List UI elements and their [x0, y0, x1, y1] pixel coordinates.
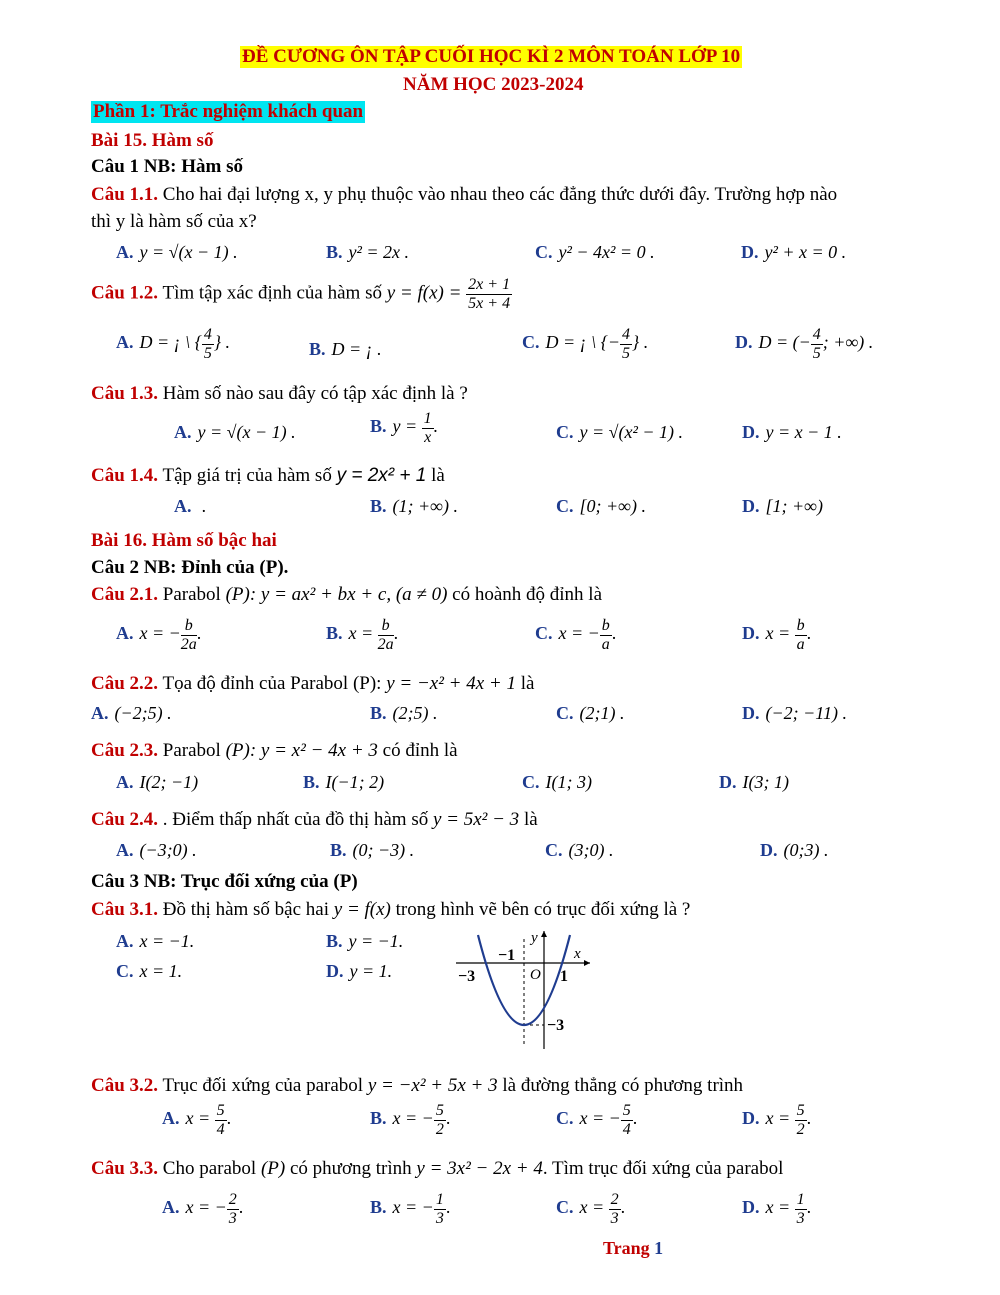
option-d[interactable]: D. x = $\frac{1}{3}$ . — [742, 1191, 812, 1227]
question-1-4 — [91, 465, 445, 487]
function-expr: y = −x² + 5x + 3 — [367, 1075, 498, 1096]
question-tail: có đỉnh là — [382, 740, 458, 761]
question-tail: trong hình vẽ bên có trục đối xứng là ? — [395, 899, 691, 920]
option-d[interactable]: D. [1; +∞) — [742, 496, 823, 516]
option-label: A. — [174, 422, 192, 442]
option-d[interactable]: D. y = x − 1 . — [742, 422, 842, 442]
option-label: B. — [370, 1197, 387, 1218]
option-c[interactable]: C. (2;1) . — [556, 703, 625, 723]
option-b[interactable]: B. I(−1; 2) — [303, 772, 385, 792]
question-label: Câu 3.2. — [91, 1075, 159, 1096]
parabola-graph — [450, 925, 600, 1053]
option-label: D. — [742, 1108, 760, 1129]
option-label: A. — [116, 772, 134, 792]
question-label: Câu 3.3. — [91, 1158, 159, 1179]
option-label: C. — [556, 496, 574, 516]
question-text: Tập giá trị của hàm số — [162, 465, 332, 486]
question-text: Tìm tập xác định của hàm số — [162, 282, 382, 304]
fraction: $\frac{b}{a}$ — [796, 617, 805, 653]
option-text: y² = 2x . — [348, 242, 410, 262]
option-label: C. — [535, 242, 553, 262]
function-expr: (P): y = ax² + bx + c, (a ≠ 0) — [225, 584, 448, 605]
option-label: C. — [556, 1108, 574, 1129]
option-label: D. — [735, 332, 753, 353]
option-a[interactable]: A. D = ¡ \ { $\frac{4}{5}$ } . — [116, 326, 231, 362]
option-label: A. — [91, 703, 109, 723]
question-2-1 — [91, 584, 602, 606]
question-1-3 — [91, 383, 468, 405]
option-label: D. — [741, 242, 759, 262]
fraction: $\frac{5}{4}$ — [622, 1102, 631, 1138]
school-year: NĂM HỌC 2023-2024 — [403, 74, 584, 95]
fraction: $\frac{2x + 1}{5x + 4}$ — [468, 276, 511, 312]
option-label: D. — [742, 623, 760, 644]
option-label: A. — [162, 1108, 180, 1129]
option-label: D. — [719, 772, 737, 792]
question-text: Hàm số nào sau đây có tập xác định là ? — [162, 383, 468, 404]
fraction: $\frac{5}{2}$ — [796, 1102, 805, 1138]
option-label: C. — [556, 703, 574, 723]
fraction: $\frac{2}{3}$ — [228, 1191, 237, 1227]
option-label: B. — [370, 416, 387, 437]
question-label: Câu 1.4. — [91, 465, 159, 486]
option-text: y² + x = 0 . — [764, 242, 847, 262]
fraction: $\frac{b}{2a}$ — [180, 617, 197, 653]
option-label: B. — [309, 339, 326, 359]
question-label: Câu 2.4. — [91, 809, 159, 830]
option-b[interactable]: B. y = −1. — [326, 931, 404, 951]
option-label: C. — [545, 840, 563, 860]
question-1-1 — [91, 184, 837, 206]
option-label: B. — [326, 242, 343, 262]
option-label: A. — [116, 242, 134, 262]
x-axis-arrow — [584, 960, 590, 966]
fraction: $\frac{b}{a}$ — [601, 617, 610, 653]
group-2-heading: Câu 2 NB: Đỉnh của (P). — [91, 557, 289, 578]
option-label: D. — [742, 703, 760, 723]
option-label: A. — [162, 1197, 180, 1218]
option-c[interactable]: C. x = $\frac{2}{3}$ . — [556, 1191, 626, 1227]
fraction: $\frac{2}{3}$ — [610, 1191, 619, 1227]
option-d[interactable]: D. (0;3) . — [760, 840, 829, 860]
question-text: Parabol — [162, 584, 221, 605]
option-b[interactable]: B. x = − $\frac{1}{3}$ . — [370, 1191, 451, 1227]
part-heading: Phần 1: Trắc nghiệm khách quan — [93, 101, 364, 122]
option-a[interactable]: A. x = −1. — [116, 931, 195, 951]
function-expr: y = f(x) — [333, 899, 391, 920]
question-1-2 — [91, 276, 512, 312]
option-a[interactable]: A. (−3;0) . — [116, 840, 197, 860]
label-1: 1 — [560, 968, 568, 985]
option-b[interactable]: B. (2;5) . — [370, 703, 438, 723]
fraction: $\frac{b}{2a}$ — [377, 617, 394, 653]
option-label: B. — [326, 931, 343, 951]
option-label: B. — [370, 1108, 387, 1129]
x-axis-label: x — [574, 946, 581, 962]
option-label: D. — [760, 840, 778, 860]
question-2-4 — [91, 809, 538, 831]
option-label: A. — [116, 332, 134, 353]
option-label: A. — [116, 623, 134, 644]
option-a[interactable]: A. (−2;5) . — [91, 703, 172, 723]
option-label: B. — [370, 703, 387, 723]
option-label: D. — [742, 422, 760, 442]
question-tail: . Tìm trục đối xứng của parabol — [542, 1158, 784, 1179]
option-c[interactable]: C. x = − $\frac{5}{4}$ . — [556, 1102, 638, 1138]
question-text: Trục đối xứng của parabol — [162, 1075, 364, 1096]
option-b[interactable] — [326, 242, 409, 263]
question-2-3 — [91, 740, 458, 762]
question-text: Đồ thị hàm số bậc hai — [162, 899, 330, 920]
option-label: A. — [116, 931, 134, 951]
question-3-2 — [91, 1075, 743, 1097]
option-label: C. — [522, 772, 540, 792]
option-a[interactable]: A. x = − $\frac{b}{2a}$ . — [116, 617, 202, 653]
option-d[interactable]: D. (−2; −11) . — [742, 703, 847, 723]
fraction: $\frac{4}{5}$ — [622, 326, 630, 362]
question-tail: là — [523, 809, 538, 830]
option-label: B. — [326, 623, 343, 644]
fraction: $\frac{1}{3}$ — [796, 1191, 805, 1227]
question-label: Câu 1.2. — [91, 282, 159, 304]
option-label: D. — [742, 1197, 760, 1218]
option-b[interactable]: B. (1; +∞) . — [370, 496, 458, 516]
question-tail: là đường thẳng có phương trình — [502, 1075, 744, 1096]
option-d[interactable]: D. x = $\frac{b}{a}$ . — [742, 617, 812, 653]
question-3-3 — [91, 1158, 783, 1180]
question-text: Cho parabol — [162, 1158, 257, 1179]
option-c[interactable]: C. I(1; 3) — [522, 772, 592, 792]
option-a[interactable]: A. I(2; −1) — [116, 772, 199, 792]
option-c[interactable]: C. D = ¡ \ {− $\frac{4}{5}$ } . — [522, 326, 649, 362]
option-b[interactable]: B. x = − $\frac{5}{2}$ . — [370, 1102, 451, 1138]
option-label: C. — [522, 332, 540, 353]
fraction: $\frac{4}{5}$ — [812, 326, 821, 362]
option-label: B. — [303, 772, 320, 792]
fraction: $\frac{5}{2}$ — [435, 1102, 444, 1138]
function-expr: y = 2x² + 1 — [336, 465, 427, 486]
option-c[interactable]: C. y = √(x² − 1) . — [556, 422, 684, 442]
y-axis-arrow — [541, 931, 547, 937]
option-c[interactable] — [535, 242, 655, 263]
option-d[interactable]: D. y = 1. — [326, 961, 393, 981]
question-3-1 — [91, 899, 690, 921]
option-d[interactable] — [741, 242, 846, 263]
question-label: Câu 2.1. — [91, 584, 159, 605]
fraction: $\frac{1}{3}$ — [435, 1191, 444, 1227]
option-text: y² − 4x² = 0 . — [558, 242, 655, 262]
fraction: $\frac{1}{x}$ — [423, 410, 432, 446]
question-label: Câu 2.3. — [91, 740, 159, 761]
option-a[interactable]: A. x = $\frac{5}{4}$ . — [162, 1102, 232, 1138]
option-b[interactable]: B. D = ¡ . — [309, 339, 382, 359]
function-expr: y = 3x² − 2x + 4 — [416, 1158, 543, 1179]
parabola-name: (P) — [260, 1158, 286, 1179]
question-label: Câu 2.2. — [91, 673, 159, 694]
question-1-1-cont: thì y là hàm số của x? — [91, 211, 257, 232]
option-a[interactable] — [116, 242, 238, 263]
label-minus-1: −1 — [498, 947, 516, 964]
question-label: Câu 1.3. — [91, 383, 159, 404]
y-axis-label: y — [531, 930, 538, 946]
question-text: Cho hai đại lượng x, y phụ thuộc vào nhau theo các đẳng thức dưới đây. Trường hợp nào — [162, 184, 838, 205]
function-expr: y = −x² + 4x + 1 — [386, 673, 516, 694]
question-mid: có phương trình — [289, 1158, 412, 1179]
function-expr: y = 5x² − 3 — [432, 809, 520, 830]
label-minus-3-y: −3 — [547, 1017, 565, 1034]
option-b[interactable]: B. y = $\frac{1}{x}$ . — [370, 410, 439, 446]
option-label: C. — [116, 961, 134, 981]
option-c[interactable]: C. (3;0) . — [545, 840, 614, 860]
group-1-heading: Câu 1 NB: Hàm số — [91, 156, 244, 177]
fraction: $\frac{5}{4}$ — [216, 1102, 225, 1138]
label-minus-3-x: −3 — [458, 968, 476, 985]
option-d[interactable]: D. I(3; 1) — [719, 772, 789, 792]
option-label: A. — [116, 840, 134, 860]
option-c[interactable]: C. [0; +∞) . — [556, 496, 646, 516]
option-label: C. — [556, 422, 574, 442]
option-b[interactable]: B. (0; −3) . — [330, 840, 415, 860]
question-tail: là — [431, 465, 445, 486]
function-expr: y = f(x) = — [386, 282, 462, 304]
page-footer — [603, 1238, 663, 1259]
option-text: y = √(x − 1) . — [139, 242, 238, 262]
option-label: A. — [174, 496, 192, 516]
option-a[interactable]: A. x = − $\frac{2}{3}$ . — [162, 1191, 244, 1227]
question-tail: là — [520, 673, 535, 694]
question-2-2 — [91, 673, 534, 695]
option-c[interactable]: C. x = − $\frac{b}{a}$ . — [535, 617, 617, 653]
question-tail: có hoành độ đỉnh là — [452, 584, 603, 605]
origin-label: O — [530, 967, 541, 983]
option-label: D. — [742, 496, 760, 516]
option-label: C. — [556, 1197, 574, 1218]
option-label: C. — [535, 623, 553, 644]
option-label: D. — [326, 961, 344, 981]
option-a[interactable]: A. y = √(x − 1) . — [174, 422, 296, 442]
option-a[interactable]: A. . — [174, 496, 207, 516]
function-expr: (P): y = x² − 4x + 3 — [225, 740, 378, 761]
question-label: Câu 1.1. — [91, 184, 159, 205]
option-c[interactable]: C. x = 1. — [116, 961, 183, 981]
fraction: $\frac{4}{5}$ — [203, 326, 212, 362]
question-text: Parabol — [162, 740, 221, 761]
page-word: Trang — [603, 1238, 650, 1258]
lesson-16-title: Bài 16. Hàm số bậc hai — [91, 530, 277, 551]
option-d[interactable]: D. x = $\frac{5}{2}$ . — [742, 1102, 812, 1138]
option-label: B. — [330, 840, 347, 860]
option-label: B. — [370, 496, 387, 516]
option-b[interactable]: B. x = $\frac{b}{2a}$ . — [326, 617, 399, 653]
document-title: ĐỀ CƯƠNG ÔN TẬP CUỐI HỌC KÌ 2 MÔN TOÁN LỚP 10 — [242, 46, 741, 67]
page-number: 1 — [654, 1238, 664, 1258]
option-d[interactable]: D. D = (− $\frac{4}{5}$ ; +∞) . — [735, 326, 874, 362]
group-3-heading: Câu 3 NB: Trục đối xứng của (P) — [91, 871, 358, 892]
question-label: Câu 3.1. — [91, 899, 159, 920]
lesson-15-title: Bài 15. Hàm số — [91, 130, 214, 151]
question-text: Tọa độ đỉnh của Parabol (P): — [162, 673, 382, 694]
question-text: . Điểm thấp nhất của đồ thị hàm số — [162, 809, 429, 830]
